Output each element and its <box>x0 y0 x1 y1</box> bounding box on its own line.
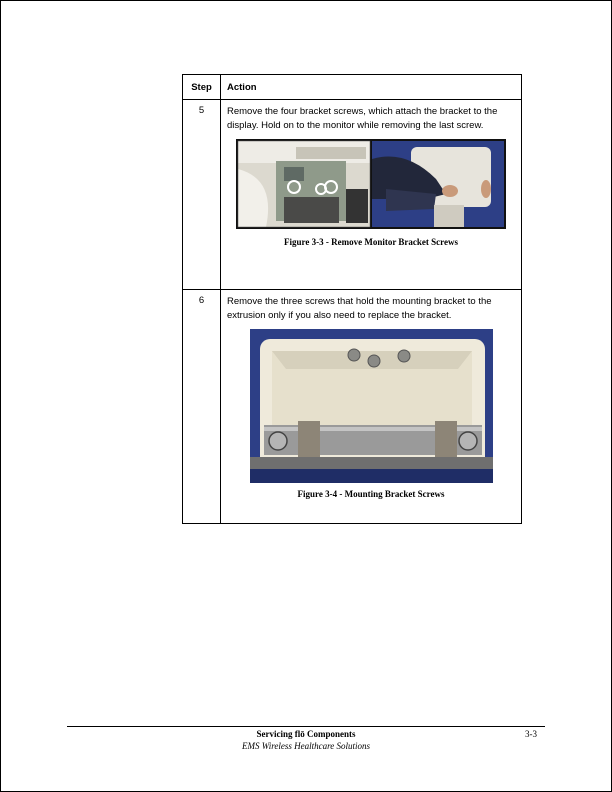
header-step: Step <box>183 75 221 100</box>
step-action-cell <box>221 290 522 524</box>
table-header-row <box>183 75 522 100</box>
table-row <box>183 100 522 290</box>
figure-3-3 <box>227 139 515 247</box>
page-number: 3-3 <box>525 729 537 739</box>
footer-subtitle: EMS Wireless Healthcare Solutions <box>241 741 371 751</box>
step-instruction: Remove the three screws that hold the mounting bracket to the extrusion only if you also need to replace the bracket. <box>227 296 492 321</box>
mounting-bracket-photo <box>250 329 493 483</box>
step-number: 5 <box>183 100 221 290</box>
monitor-bracket-photo <box>236 139 506 229</box>
footer-divider <box>67 726 545 727</box>
step-action-cell <box>221 100 522 290</box>
figure-caption: Figure 3-3 - Remove Monitor Bracket Screws <box>284 237 458 247</box>
step-number: 6 <box>183 290 221 524</box>
figure-3-4 <box>227 329 515 499</box>
header-action: Action <box>221 75 522 100</box>
table-row <box>183 290 522 524</box>
step-instruction: Remove the four bracket screws, which attach the bracket to the display. Hold on to the monitor while removing the last screw. <box>227 106 498 131</box>
procedure-table <box>182 74 522 524</box>
footer-title: Servicing flō Components <box>256 729 356 739</box>
figure-caption: Figure 3-4 - Mounting Bracket Screws <box>297 489 445 499</box>
